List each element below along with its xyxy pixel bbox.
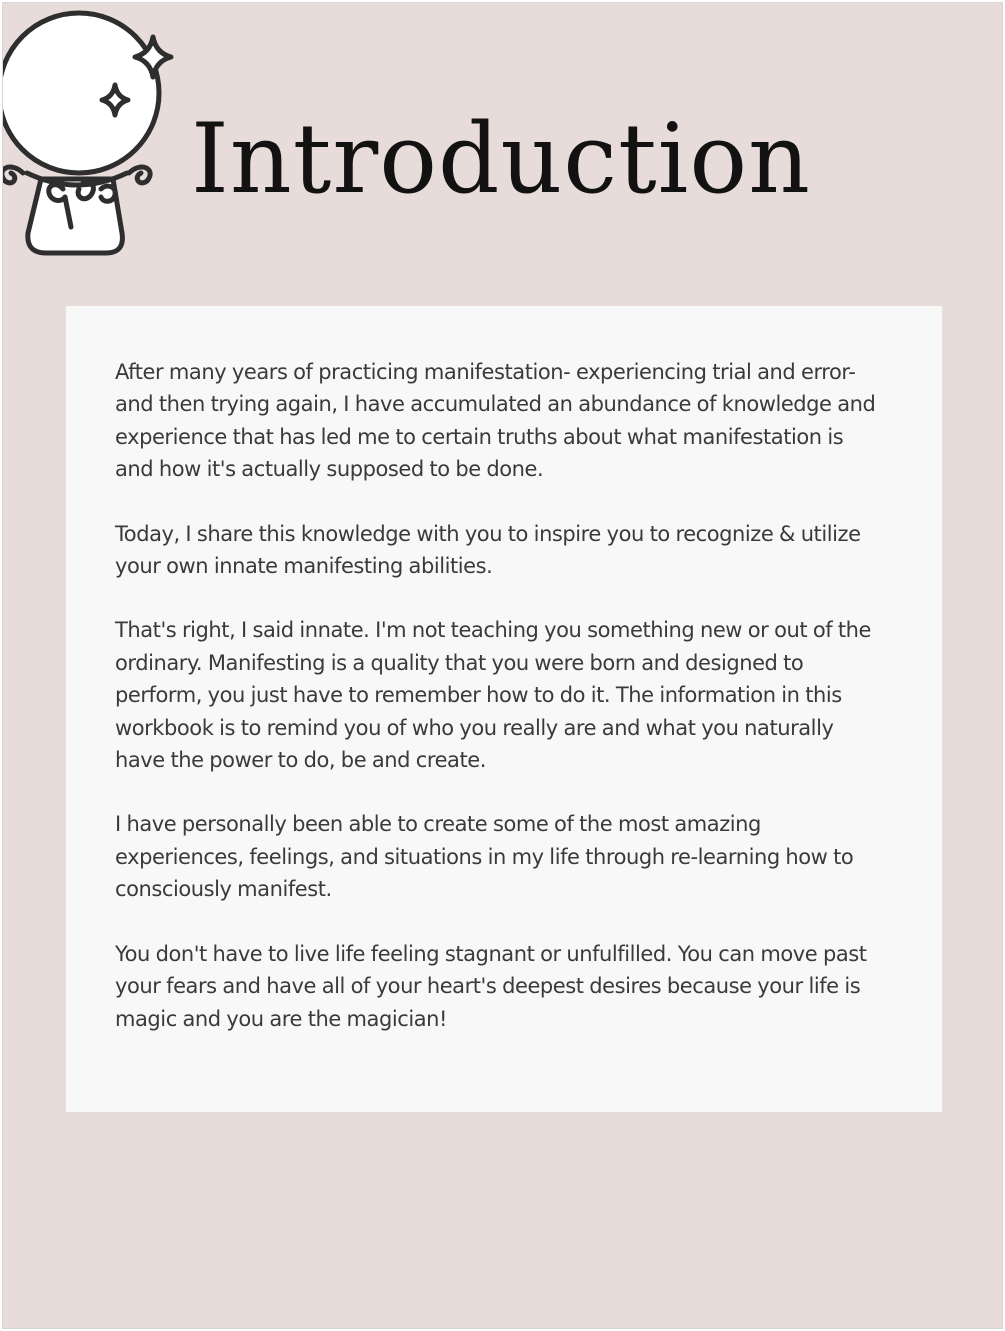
text-line: Today, I share this knowledge with you to inspire you to recognize & utilize [115, 521, 861, 546]
paragraph-2 [115, 518, 902, 583]
text-line: After many years of practicing manifestation- experiencing trial and error- [115, 360, 856, 384]
text-line: experience that has led me to certain truths about what manifestation is [115, 424, 844, 449]
page-title: Introduction [191, 103, 811, 215]
crystal-ball-icon [2, 2, 181, 263]
text-line: experiences, feelings, and situations in my life through re-learning how to [115, 844, 854, 869]
text-line: You don't have to live life feeling stagnant or unfulfilled. You can move past [115, 941, 867, 966]
text-line: perform, you just have to remember how to do it. The information in this [115, 683, 842, 708]
text-line: That's right, I said innate. I'm not teaching you something new or out of the [115, 618, 872, 643]
paragraph-1 [115, 356, 902, 486]
text-line: and then trying again, I have accumulated an abundance of knowledge and [115, 392, 876, 417]
text-line: and how it's actually supposed to be done. [115, 457, 544, 482]
text-line: consciously manifest. [115, 877, 332, 902]
text-line: have the power to do, be and create. [115, 748, 486, 773]
page [2, 2, 1003, 1329]
text-line: ordinary. Manifesting is a quality that you were born and designed to [115, 650, 804, 675]
text-line: I have personally been able to create some of the most amazing [115, 812, 761, 837]
text-line: your own innate manifesting abilities. [115, 554, 493, 579]
paragraph-5 [115, 938, 902, 1035]
paragraph-3 [115, 614, 902, 776]
text-line: workbook is to remind you of who you really are and what you naturally [115, 715, 834, 740]
content-box [66, 306, 942, 1112]
paragraph-4 [115, 808, 902, 905]
text-line: your fears and have all of your heart's deepest desires because your life is [115, 974, 861, 999]
text-line: magic and you are the magician! [115, 1006, 447, 1031]
